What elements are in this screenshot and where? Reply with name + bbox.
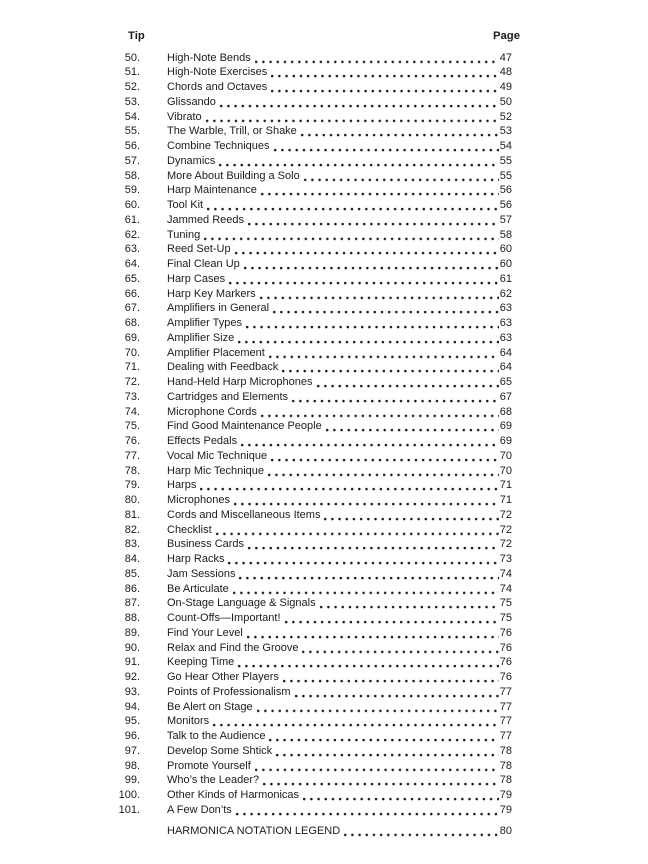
page-number: 71 [499,479,512,492]
tip-title: Reed Set-Up [167,243,231,256]
dot-leader [203,228,499,243]
toc-row [100,419,520,434]
dot-leader [281,360,498,375]
toc-row [100,434,520,449]
dot-leader [270,80,498,95]
toc-row [100,272,520,287]
tip-number: 50. [124,51,140,64]
toc-row [100,198,520,213]
page-number: 63 [499,317,512,329]
page-number: 74 [499,582,512,595]
toc-row [100,626,520,641]
tip-title: Monitors [167,715,210,728]
dot-leader [343,824,499,839]
tip-number: 59. [124,184,140,197]
tip-number: 61. [124,213,140,226]
tip-number: 82. [124,523,140,536]
page-number: 62 [499,287,512,300]
page-number: 72 [499,538,512,551]
toc-row [100,139,520,154]
tip-number: 83. [124,538,140,551]
toc-row [100,655,520,670]
toc-row [100,685,520,700]
tip-number: 84. [124,553,140,565]
tip-title: Relax and Find the Groove [167,641,299,654]
dot-leader [227,552,498,567]
page-number: 78 [499,744,512,757]
page-number: 76 [499,671,512,683]
tip-title: Harp Maintenance [167,184,257,197]
tip-title: Amplifier Types [167,317,242,329]
dot-leader [219,95,499,110]
tip-number: 66. [124,287,140,300]
tip-title: Amplifier Size [167,331,235,344]
dot-leader [245,316,499,331]
page-number: 76 [499,656,512,669]
toc-header [100,29,520,43]
dot-leader [243,257,499,272]
dot-leader [291,390,499,405]
tip-number: 91. [124,656,140,669]
toc-row [100,744,520,759]
page-number: 77 [499,685,512,698]
tip-number: 87. [124,597,140,610]
toc-row [100,670,520,685]
dot-leader [238,567,498,582]
tip-title: High-Note Exercises [167,66,268,79]
tip-number: 100. [118,789,140,801]
tip-number: 76. [124,435,140,447]
dot-leader [270,65,498,80]
tip-title: More About Building a Solo [167,169,300,182]
tip-number: 85. [124,567,140,580]
tip-title: Checklist [167,523,212,536]
toc-row [100,95,520,110]
tip-title: Tuning [167,228,201,241]
tip-title: Hand-Held Harp Microphones [167,376,313,388]
toc-row [100,611,520,626]
tip-title: Go Hear Other Players [167,671,279,683]
page-number: 76 [499,641,512,654]
tip-number: 93. [124,685,140,698]
tip-title: Jammed Reeds [167,213,245,226]
dot-leader [235,803,499,818]
toc-row [100,316,520,331]
dot-leader [237,655,498,670]
toc-row [100,51,520,66]
toc-row [100,375,520,390]
dot-leader [247,213,499,228]
toc-row [100,714,520,729]
page-number: 55 [499,169,512,182]
toc-row [100,331,520,346]
page-number: 49 [499,81,512,93]
tip-title: Dealing with Feedback [167,361,279,374]
tip-number: 74. [124,405,140,418]
page-number: 70 [499,464,512,477]
dot-leader [259,287,499,302]
toc-row [100,154,520,169]
tip-number: 89. [124,626,140,639]
tip-number: 70. [124,346,140,359]
page-number: 72 [499,508,512,521]
toc-row [100,508,520,523]
tip-title: Harps [167,479,197,492]
tip-title: Be Articulate [167,582,229,595]
tip-number: 80. [124,494,140,506]
tip-title: The Warble, Trill, or Shake [167,125,297,138]
tip-title: Harp Racks [167,553,225,565]
dot-leader [205,110,499,125]
tip-title: On-Stage Language & Signals [167,597,316,610]
tip-number: 68. [124,317,140,329]
page-number: 57 [499,213,512,226]
page-number: 69 [499,420,512,433]
tip-title: Cartridges and Elements [167,390,289,403]
tip-title: Glissando [167,95,216,108]
tip-title: Be Alert on Stage [167,700,253,713]
dot-leader [233,493,499,508]
tip-number: 69. [124,331,140,344]
toc-row [100,523,520,538]
tip-number: 95. [124,715,140,728]
page-number: 79 [499,789,512,801]
tip-number: 57. [124,154,140,167]
toc-row [100,80,520,95]
tip-title: Develop Some Shtick [167,744,273,757]
tip-number: 92. [124,671,140,683]
tip-number: 62. [124,228,140,241]
toc-row [100,552,520,567]
page-number: 76 [499,626,512,639]
tip-title: Keeping Time [167,656,235,669]
dot-leader [282,670,499,685]
page-number: 63 [499,302,512,315]
page-number: 60 [499,243,512,256]
page-number: 78 [499,774,512,787]
tip-number: 63. [124,243,140,256]
tip-number: 98. [124,759,140,772]
tip-title: Final Clean Up [167,258,240,270]
tip-title: Dynamics [167,154,216,167]
tip-number: 67. [124,302,140,315]
tip-number: 81. [124,508,140,521]
tip-title: Vocal Mic Technique [167,449,268,462]
toc-row [100,301,520,316]
dot-leader [206,198,499,213]
dot-leader [284,611,499,626]
tip-number: 65. [124,272,140,285]
table-of-contents [100,29,520,838]
tip-number: 51. [124,66,140,79]
page-number: 70 [499,449,512,462]
tip-number: 101. [118,803,140,816]
tip-title: Tool Kit [167,199,204,211]
legend-page-number: 80 [499,824,512,837]
toc-row [100,346,520,361]
tip-title: Business Cards [167,538,245,551]
toc-row [100,567,520,582]
page-number: 67 [499,390,512,403]
legend-title: HARMONICA NOTATION LEGEND [167,824,341,837]
tip-title: A Few Don’ts [167,803,232,816]
tip-number: 73. [124,390,140,403]
toc-row [100,493,520,508]
tip-number: 72. [124,376,140,388]
toc-row [100,287,520,302]
page-number: 48 [499,66,512,79]
tip-title: Jam Sessions [167,567,236,580]
dot-leader [234,242,499,257]
tip-title: Count-Offs—Important! [167,612,281,624]
toc-row [100,641,520,656]
tip-number: 60. [124,199,140,211]
tip-number: 79. [124,479,140,492]
tip-number: 86. [124,582,140,595]
dot-leader [301,641,498,656]
column-header-page: Page [492,30,520,42]
dot-leader [300,124,499,139]
toc-row [100,449,520,464]
tip-title: Microphone Cords [167,405,257,418]
tip-number: 52. [124,81,140,93]
tip-title: Who’s the Leader? [167,774,260,787]
page-number: 74 [499,567,512,580]
tip-number: 90. [124,641,140,654]
dot-leader [218,154,498,169]
page-number: 79 [499,803,512,816]
toc-row [100,773,520,788]
column-header-tip: Tip [128,30,145,42]
tip-number: 88. [124,612,140,624]
legend-number-spacer [100,824,140,839]
tip-title: Promote Yourself [167,759,251,772]
toc-row [100,360,520,375]
tip-number: 97. [124,744,140,757]
tip-number: 58. [124,169,140,182]
tip-title: High-Note Bends [167,51,251,64]
tip-title: Amplifier Placement [167,346,265,359]
dot-leader [272,301,499,316]
page-number: 56 [499,199,512,211]
page-number: 55 [499,154,512,167]
dot-leader [302,788,499,803]
page-number: 77 [499,715,512,728]
tip-title: Find Your Level [167,626,243,639]
dot-leader [303,169,499,184]
page-number: 75 [499,597,512,610]
page-number: 64 [499,346,512,359]
dot-leader [237,331,499,346]
toc-row [100,257,520,272]
tip-title: Harp Mic Technique [167,464,265,477]
dot-leader [199,478,498,493]
page-number: 77 [499,730,512,742]
page-number: 47 [499,51,512,64]
toc-row [100,464,520,479]
toc-row [100,478,520,493]
dot-leader [275,744,499,759]
toc-rows [100,51,520,818]
dot-leader [256,700,499,715]
dot-leader [262,773,499,788]
tip-number: 96. [124,730,140,742]
tip-number: 71. [124,361,140,374]
toc-row [100,405,520,420]
dot-leader [246,626,499,641]
page-number: 72 [499,523,512,536]
dot-leader [228,272,499,287]
tip-title: Microphones [167,494,230,506]
toc-row [100,213,520,228]
dot-leader [260,405,499,420]
dot-leader [254,759,499,774]
toc-row [100,700,520,715]
tip-number: 94. [124,700,140,713]
page-number: 53 [499,125,512,138]
toc-row [100,110,520,125]
toc-row [100,242,520,257]
toc-row [100,124,520,139]
toc-row [100,803,520,818]
dot-leader [240,434,499,449]
dot-leader [260,183,499,198]
tip-number: 78. [124,464,140,477]
tip-number: 64. [124,258,140,270]
toc-row [100,596,520,611]
page-number: 52 [499,110,512,123]
toc-row [100,390,520,405]
toc-row [100,228,520,243]
dot-leader [267,464,499,479]
page-number: 78 [499,759,512,772]
dot-leader [254,51,499,66]
tip-title: Talk to the Audience [167,730,266,742]
dot-leader [325,419,499,434]
page-number: 56 [499,184,512,197]
page-number: 60 [499,258,512,270]
tip-title: Effects Pedals [167,435,238,447]
page-number: 75 [499,612,512,624]
toc-row [100,169,520,184]
toc-row [100,582,520,597]
tip-title: Find Good Maintenance People [167,420,322,433]
page-number: 63 [499,331,512,344]
page-number: 54 [499,140,512,152]
dot-leader [215,523,499,538]
page-number: 73 [499,553,512,565]
tip-number: 53. [124,95,140,108]
tip-title: Harp Cases [167,272,226,285]
page-number: 71 [499,494,512,506]
toc-row [100,183,520,198]
tip-title: Amplifiers in General [167,302,270,315]
tip-title: Chords and Octaves [167,81,268,93]
tip-title: Other Kinds of Harmonicas [167,789,300,801]
toc-row [100,65,520,80]
toc-row [100,729,520,744]
tip-title: Vibrato [167,110,202,123]
tip-title: Cords and Miscellaneous Items [167,508,321,521]
page-number: 64 [499,361,512,374]
page-number: 50 [499,95,512,108]
toc-row [100,788,520,803]
page-number: 58 [499,228,512,241]
toc-row [100,759,520,774]
tip-number: 55. [124,125,140,138]
page-number: 77 [499,700,512,713]
dot-leader [319,596,499,611]
page-number: 69 [499,435,512,447]
dot-leader [247,537,499,552]
page-number: 61 [499,272,512,285]
tip-number: 75. [124,420,140,433]
dot-leader [294,685,499,700]
dot-leader [232,582,499,597]
dot-leader [268,729,498,744]
toc-row [100,537,520,552]
dot-leader [270,449,499,464]
dot-leader [323,508,498,523]
page-number: 65 [499,376,512,388]
tip-title: Harp Key Markers [167,287,256,300]
tip-number: 77. [124,449,140,462]
tip-number: 54. [124,110,140,123]
tip-title: Combine Techniques [167,140,270,152]
tip-number: 56. [124,140,140,152]
dot-leader [212,714,499,729]
dot-leader [273,139,499,154]
page-number: 68 [499,405,512,418]
tip-title: Points of Professionalism [167,685,291,698]
tip-number: 99. [124,774,140,787]
dot-leader [268,346,499,361]
legend-row [100,824,520,839]
dot-leader [316,375,499,390]
